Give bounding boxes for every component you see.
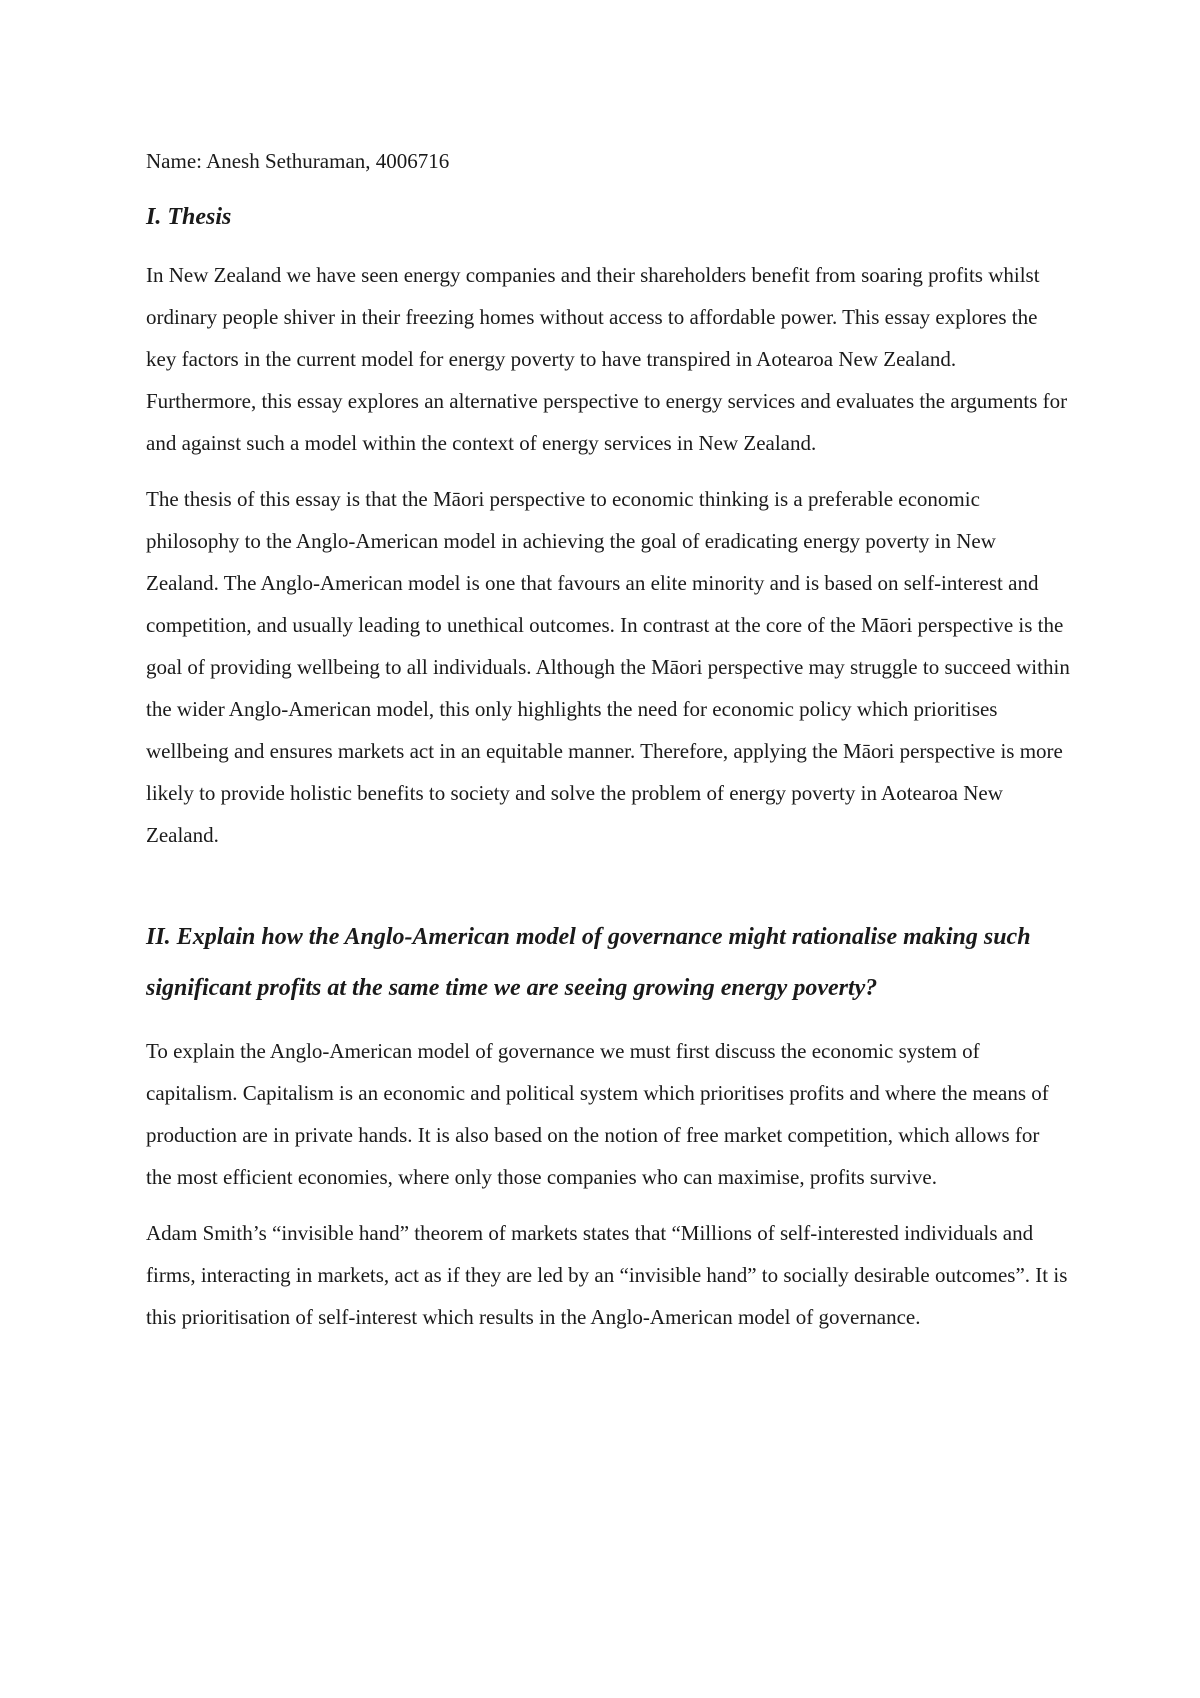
author-name-line: Name: Anesh Sethuraman, 4006716: [146, 149, 450, 173]
section-2-heading: II. Explain how the Anglo-American model of governance might rationalise making such significant profits at the same time we are seeing growing energy poverty?: [146, 924, 1031, 1001]
document-page: [146, 140, 1070, 1352]
section-2-paragraph-2: Adam Smith’s “invisible hand” theorem of markets states that “Millions of self-interested individuals and firms, interacting in markets, act as if they are led by an “invisible hand” to socially desirable outcomes”. It is this prioritisation of self-interest which results in the Anglo-American model of governance.: [146, 1221, 1068, 1329]
section-1-heading: I. Thesis: [146, 204, 232, 230]
section-2-paragraph-1: To explain the Anglo-American model of governance we must first discuss the economic system of capitalism. Capitalism is an economic and political system which prioritises profits and where the means of production are in private hands. It is also based on the notion of free market competition, which allows for the most efficient economies, where only those companies who can maximise, profits survive.: [146, 1039, 1049, 1189]
section-1-paragraph-1: In New Zealand we have seen energy companies and their shareholders benefit from soaring profits whilst ordinary people shiver in their freezing homes without access to affordable power. This essay explores the key factors in the current model for energy poverty to have transpired in Aotearoa New Zealand. Furthermore, this essay explores an alternative perspective to energy services and evaluates the arguments for and against such a model within the context of energy services in New Zealand.: [146, 263, 1068, 455]
section-1-paragraph-2: The thesis of this essay is that the Māori perspective to economic thinking is a preferable economic philosophy to the Anglo-American model in achieving the goal of eradicating energy poverty in New Zealand. The Anglo-American model is one that favours an elite minority and is based on self-interest and competition, and usually leading to unethical outcomes. In contrast at the core of the Māori perspective is the goal of providing wellbeing to all individuals. Although the Māori perspective may struggle to succeed within the wider Anglo-American model, this only highlights the need for economic policy which prioritises wellbeing and ensures markets act in an equitable manner. Therefore, applying the Māori perspective is more likely to provide holistic benefits to society and solve the problem of energy poverty in Aotearoa New Zealand.: [146, 487, 1070, 847]
section-spacer: [146, 870, 1070, 912]
